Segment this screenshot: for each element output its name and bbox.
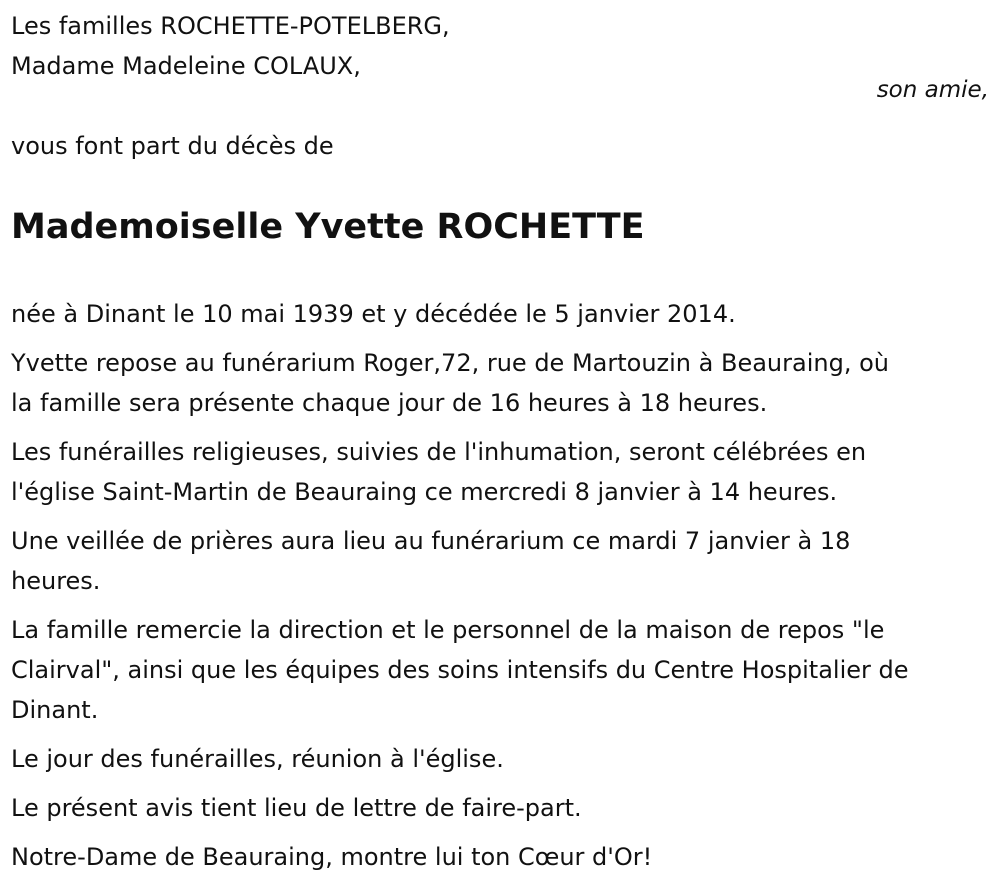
thanks-paragraph [11,610,991,730]
paragraph-line: La famille remercie la direction et le personnel de la maison de repos "le [11,616,885,644]
paragraph-line: Le jour des funérailles, réunion à l'église. [11,745,504,773]
paragraph-line: née à Dinant le 10 mai 1939 et y décédée le 5 janvier 2014. [11,300,736,328]
paragraph-line: Les funérailles religieuses, suivies de l'inhumation, seront célébrées en [11,438,867,466]
paragraph-line: la famille sera présente chaque jour de 16 heures à 18 heures. [11,389,768,417]
vigil-paragraph [11,521,991,601]
paragraph-line: Une veillée de prières aura lieu au funérarium ce mardi 7 janvier à 18 [11,527,851,555]
paragraph-line: Dinant. [11,696,99,724]
birth-death-paragraph [11,294,991,334]
deceased-name: Mademoiselle Yvette ROCHETTE [11,207,645,247]
obituary-body [11,294,991,886]
funeral-service-paragraph [11,432,991,512]
funeral-home-paragraph [11,343,991,423]
family-names [11,6,450,86]
prayer-paragraph [11,837,991,877]
family-line-2: Madame Madeleine COLAUX, [11,52,361,80]
paragraph-line: Le présent avis tient lieu de lettre de faire-part. [11,794,582,822]
meeting-paragraph [11,739,991,779]
paragraph-line: l'église Saint-Martin de Beauraing ce mercredi 8 janvier à 14 heures. [11,478,838,506]
intro-text: vous font part du décès de [11,132,334,160]
notice-paragraph [11,788,991,828]
paragraph-line: Notre-Dame de Beauraing, montre lui ton Cœur d'Or! [11,843,653,871]
paragraph-line: heures. [11,567,101,595]
family-line-1: Les familles ROCHETTE-POTELBERG, [11,12,450,40]
relation-label: son amie, [876,77,989,103]
paragraph-line: Yvette repose au funérarium Roger,72, rue de Martouzin à Beauraing, où [11,349,889,377]
paragraph-line: Clairval", ainsi que les équipes des soins intensifs du Centre Hospitalier de [11,656,909,684]
